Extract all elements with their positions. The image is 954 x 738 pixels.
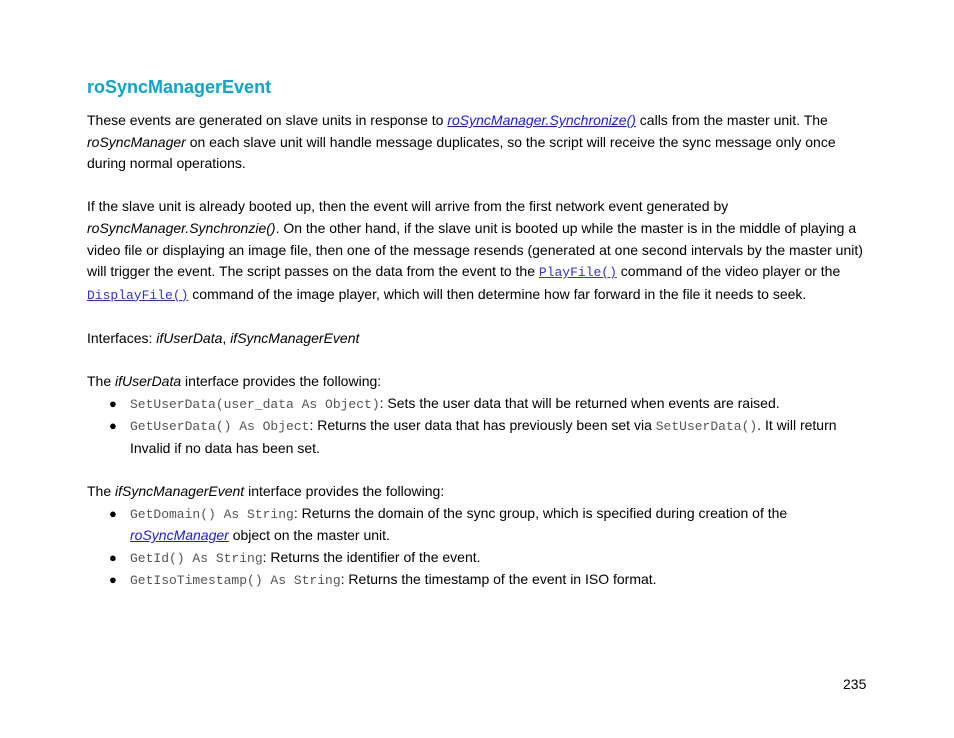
text: , [222,329,231,346]
list-item [109,547,877,570]
method-desc: : Sets the user data that will be returned when events are raised. [379,394,780,411]
emphasis: ifUserData [115,373,182,390]
text: Interfaces: [87,329,157,346]
text: command of the image player, which will then determine how far forward in the file it needs to seek. [188,285,807,302]
text: calls from the master unit. The [635,112,828,128]
text: interface provides the following: [244,483,445,500]
userdata-intro [87,371,877,393]
text: on each slave unit will handle message duplicates, so the script will receive the sync message only once during normal operations. [87,133,836,172]
playfile-link[interactable]: PlayFile() [538,265,617,281]
page-number: 235 [843,676,867,692]
interfaces-line [87,328,877,350]
syncevent-intro [87,481,877,503]
method-desc: : Returns the user data that has previously been set via [309,417,656,434]
emphasis: ifSyncManagerEvent [230,329,360,346]
emphasis: roSyncManager [87,133,186,150]
document-body [87,74,877,592]
synchronize-link[interactable]: roSyncManager.Synchronize() [447,112,636,128]
method-desc: : Returns the timestamp of the event in ISO format. [340,571,657,588]
method-code: GetId() As String [130,550,263,566]
syncevent-list [87,503,877,592]
intro-paragraph [87,110,877,175]
rosyncmanager-link[interactable]: roSyncManager [130,527,229,544]
text: These events are generated on slave units in response to [87,112,448,128]
method-code: GetUserData() As Object [130,419,310,435]
text: The [87,373,116,390]
text: . On the other hand, if the slave unit is booted up while the master is in the middle of playing a video file or displaying an image file, then one of the message resends (generated at one second intervals by the master unit) will trigger the event. The script passes on the data from the event to the [87,219,863,280]
text: If the slave unit is already booted up, then the event will arrive from the first network event generated by [87,198,729,215]
bullet-icon: ● [109,572,117,588]
text: The [87,483,116,500]
emphasis: ifUserData [156,329,223,346]
bullet-icon: ● [109,549,117,565]
list-item [109,569,877,592]
method-desc: . It will return Invalid if no data has been set. [130,417,837,456]
boot-paragraph [87,196,877,306]
text: command of the video player or the [616,263,841,280]
list-item [109,503,877,547]
method-code: SetUserData(user_data As Object) [130,396,380,412]
method-desc: : Returns the identifier of the event. [262,548,481,565]
method-code: GetDomain() As String [130,506,294,522]
method-desc: object on the master unit. [228,527,390,544]
method-code: GetIsoTimestamp() As String [130,573,341,589]
list-item [109,393,877,416]
emphasis: ifSyncManagerEvent [115,483,245,500]
userdata-list [87,393,877,460]
method-desc: : Returns the domain of the sync group, which is specified during creation of the [293,504,788,521]
bullet-icon: ● [109,418,117,434]
bullet-icon: ● [109,395,117,411]
emphasis: roSyncManager.Synchronzie() [87,219,276,236]
method-code: SetUserData() [655,419,758,435]
bullet-icon: ● [109,505,117,521]
text: interface provides the following: [181,373,382,390]
page-title: roSyncManagerEvent [87,77,272,97]
list-item [109,415,877,459]
displayfile-link[interactable]: DisplayFile() [87,287,189,303]
